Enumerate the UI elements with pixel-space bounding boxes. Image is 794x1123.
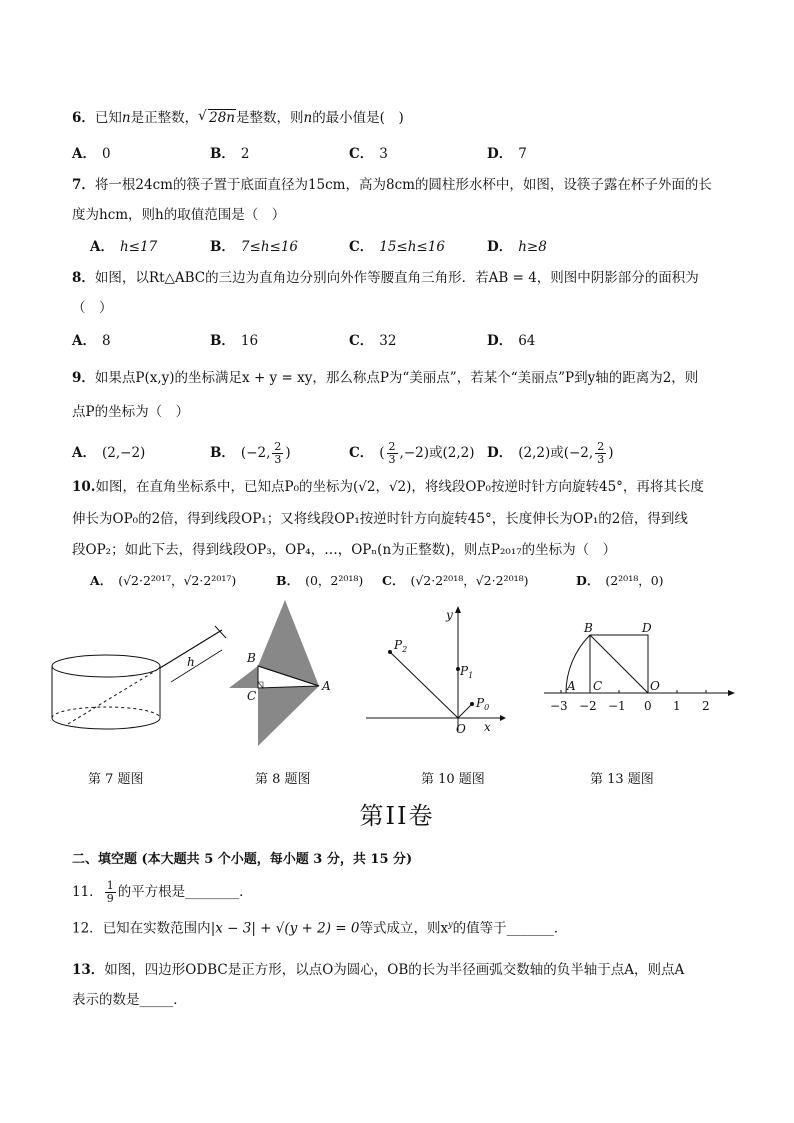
cylinder-bottom-back [52,707,160,718]
cylinder-top [52,655,160,677]
option-label: D． [487,445,513,461]
question-9-line2: 点P的坐标为（ ） [72,404,190,420]
question-13-number: 13． [72,962,105,978]
option-text: (√2·2²⁰¹⁷，√2·2²⁰¹⁷) [118,573,237,588]
option-text: h≤17 [119,239,158,255]
q8-option-c[interactable] [349,330,396,352]
question-7 [72,175,732,195]
shade-left-triangle [229,666,258,688]
option-label: A． [90,239,114,255]
q9-option-d[interactable] [487,438,613,468]
q6-text-mid2: 是整数，则 [235,110,304,126]
option-text: (√2·2²⁰¹⁸，√2·2²⁰¹⁸) [410,573,529,588]
y-axis-arrow [455,606,461,613]
option-label: C． [382,573,405,588]
caption-fig13: 第 13 题图 [590,772,654,787]
figure-13-label-b: B [584,621,593,635]
q12-post: 等式成立，则x [359,920,449,937]
option-text-pre: (2,2)或(−2, [518,445,594,461]
q6-text-pre: 已知 [94,110,122,126]
q6-option-b[interactable] [210,143,250,165]
figure-10-label-p0: $P_0$ [476,696,490,712]
figure-10-label-y: y [446,608,453,622]
question-12-number: 12． [72,920,103,937]
tick-label: 2 [702,699,710,713]
option-label: A． [72,445,96,461]
q7-line1: 将一根24cm的筷子置于底面直径为15cm，高为8cm的圆柱形水杯中，如图，设筷子露在杯子外面的长 [94,177,712,193]
part2-heading: 二、填空题 (本大题共 5 个小题，每小题 3 分，共 15 分) [72,852,413,867]
question-7-options [90,236,750,258]
question-8-number: 8． [72,270,95,286]
figure-13-label-o: O [650,679,660,693]
question-10 [72,477,732,497]
q8-option-a[interactable] [72,330,111,352]
q6-option-d[interactable] [487,143,527,165]
q10-line1: 如图，在直角坐标系中，已知点P₀的坐标为(√2，√2)，将线段OP₀按逆时针方向旋转45°，再将其长度 [95,479,704,495]
q9-option-b[interactable] [210,438,291,468]
option-label: A． [72,333,96,349]
option-label: B． [210,333,235,349]
tick-label: −2 [579,699,597,713]
caption-fig7: 第 7 题图 [88,772,144,787]
question-13 [72,960,732,980]
option-label: A． [72,146,96,162]
point-p2 [388,650,392,654]
figure-13-label-c: C [593,679,603,693]
fraction-numerator: 1 [106,879,114,892]
option-text: 7 [518,146,527,162]
option-text: (2,−2) [101,445,146,461]
tick-label: 0 [644,699,652,713]
fraction-numerator: 2 [597,440,605,453]
question-6-options [72,143,732,165]
h-arrow-line [171,650,222,682]
question-8-line2: （ ） [72,300,113,316]
figure-13-label-d: D [642,621,652,635]
fraction-denominator: 3 [388,453,396,466]
q9-option-c[interactable] [349,438,475,468]
option-text: 3 [379,146,388,162]
option-text: 8 [101,333,111,349]
fraction-denominator: 3 [597,453,605,466]
fraction-denominator: 3 [274,453,282,466]
option-label: C． [349,239,374,255]
point-p0 [470,702,474,706]
q6-text-post: 的最小值是( ) [312,110,404,126]
option-text-pre: (−2, [240,445,271,461]
question-8 [72,268,732,288]
option-text: (0，2²⁰¹⁸) [305,573,364,588]
option-text: (2²⁰¹⁸，0) [605,573,664,588]
question-7-number: 7． [72,177,95,193]
q6-var-n: n [121,110,131,126]
figure-10-label-o: O [456,722,466,736]
figure-10-label-p2: $P_2$ [394,638,408,654]
q10-option-c[interactable] [382,570,528,592]
q9-line1: 如果点P(x,y)的坐标满足x + y = xy，那么称点P为“美丽点”，若某个“美丽点”P到y轴的距离为2，则 [94,370,699,386]
question-9-number: 9． [72,370,95,386]
q6-sqrt-content: 28n [209,110,235,126]
q11-fraction [105,880,116,905]
q9-option-a[interactable] [72,438,145,468]
figure-8-label-a: A [322,679,331,693]
question-10-number: 10. [72,479,96,495]
figure-7-cylinder [50,620,230,740]
option-label: B． [276,573,300,588]
option-text: 7≤h≤16 [240,239,299,255]
q6-text-mid1: 是正整数， [130,110,199,126]
option-label: B． [210,239,235,255]
option-text: 2 [240,146,250,162]
option-label: C． [349,333,374,349]
option-label: B． [210,146,235,162]
option-text-post: ) [285,445,291,461]
option-text-pre: ( [379,445,385,461]
option-text: 15≤h≤16 [379,239,445,255]
question-10-options [90,570,750,592]
figure-8-triangles [225,598,345,748]
q10-option-b[interactable] [276,570,363,592]
q8-option-b[interactable] [210,330,258,352]
caption-fig10: 第 10 题图 [421,772,485,787]
tick-label: −1 [608,699,626,713]
section-title: 第II卷 [359,802,435,830]
option-label: D． [576,573,600,588]
option-label: B． [210,445,235,461]
figure-8-label-c: C [247,689,257,703]
segment-op2 [390,652,458,718]
question-10-line2: 伸长为OP₀的2倍，得到线段OP₁；又将线段OP₁按逆时针方向旋转45°，长度伸长为OP₁的2倍，得到线 [72,511,688,527]
option-label: A． [90,573,113,588]
q8-line1: 如图，以Rt△ABC的三边为直角边分别向外作等腰直角三角形．若AB = 4，则图中阴影部分的面积为 [94,270,699,286]
option-label: C． [349,445,374,461]
number-line-arrow [728,690,735,696]
option-label: D． [487,146,513,162]
option-text: 32 [379,333,397,349]
option-fraction [595,441,606,466]
q6-option-a[interactable] [72,143,111,165]
fraction-numerator: 2 [274,440,282,453]
q6-var-n2: n [303,110,313,126]
option-text: 16 [240,333,259,349]
q7-option-d[interactable] [487,236,547,258]
option-fraction [387,441,398,466]
q7-option-a[interactable] [90,236,157,258]
question-12 [72,915,732,939]
q8-option-d[interactable] [487,330,535,352]
q11-text: 的平方根是________． [117,884,253,900]
option-fraction [272,441,283,466]
figure-13-label-a: A [567,679,576,693]
q10-option-d[interactable] [576,570,664,592]
segment-op0 [458,704,472,718]
question-9 [72,368,732,388]
question-10-line3: 段OP₂；如此下去，得到线段OP₃，OP₄，…，OPₙ(n为正整数)，则点P₂₀₁₇的坐标为（ ） [72,542,617,558]
q10-option-a[interactable] [90,570,236,592]
question-6 [72,108,732,128]
option-label: D． [487,333,513,349]
figure-10-coordinates [362,603,512,738]
option-text: h≥8 [518,239,547,255]
caption-fig8: 第 8 题图 [255,772,311,787]
figure-10-label-x: x [484,720,491,734]
figure-8-label-b: B [247,651,256,665]
q6-option-c[interactable] [349,143,388,165]
question-11 [72,874,732,910]
q6-sqrt [198,108,236,128]
q12-sup: y [448,920,453,929]
option-text: 0 [101,146,111,162]
option-text-post: ) [608,445,614,461]
fraction-numerator: 2 [388,440,396,453]
tick-label: −3 [550,699,568,713]
q12-pre: 已知在实数范围内 [102,920,211,937]
figure-10-label-p1: $P_1$ [460,664,474,680]
option-label: C． [349,146,374,162]
question-13-line2: 表示的数是_____． [72,992,187,1008]
option-text-post: ,−2)或(2,2) [399,445,475,461]
tick-label: 1 [673,699,681,713]
q12-end: 的值等于_______． [452,920,568,937]
question-7-line2: 度为hcm，则h的取值范围是（ ） [72,207,286,223]
question-8-options [72,330,732,352]
fraction-denominator: 9 [106,892,114,905]
option-text: 64 [518,333,536,349]
figure-13-numberline [542,618,742,718]
q7-option-c[interactable] [349,236,445,258]
q12-math: |x − 3| + √(y + 2) = 0 [210,920,360,937]
q7-option-b[interactable] [210,236,298,258]
x-axis-arrow [500,715,506,721]
question-11-number: 11． [72,884,103,900]
q13-line1: 如图，四边形ODBC是正方形，以点O为圆心，OB的长为半径画弧交数轴的负半轴于点A，则点A [104,962,685,978]
option-label: D． [487,239,513,255]
figure-7-label-h: h [187,655,195,669]
question-6-number: 6． [72,110,95,126]
question-9-options [72,438,732,468]
shade-bottom-triangle [258,686,319,746]
